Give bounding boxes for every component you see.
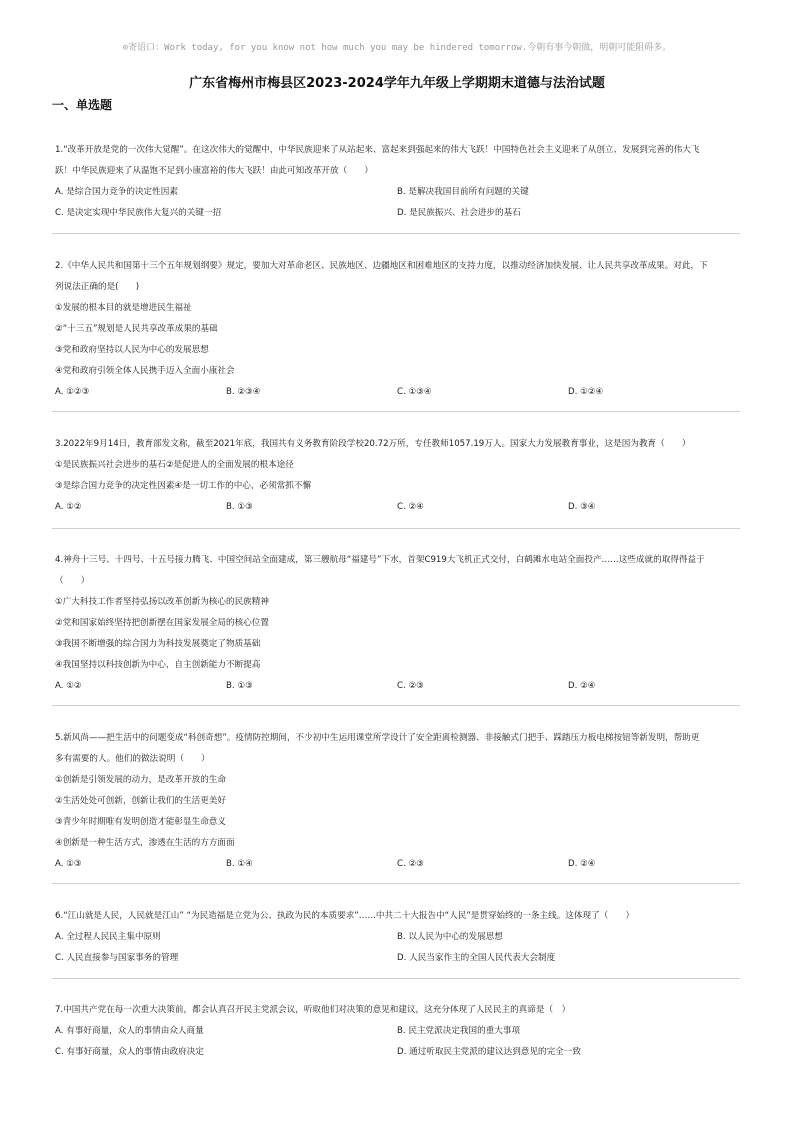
- option-d[interactable]: D. ②④: [568, 859, 596, 869]
- option-b[interactable]: B. ①③: [226, 681, 253, 691]
- statement-item: ③是综合国力竞争的决定性因素④是一切工作的中心，必须常抓不懈: [55, 481, 312, 491]
- question-4: [55, 550, 741, 697]
- question-6: [55, 906, 741, 969]
- statement-item: ①创新是引领发展的动力，是改革开放的生命: [55, 775, 226, 785]
- question-stem-line: 列说法正确的是( ): [55, 282, 140, 292]
- statement-item: ③党和政府坚持以人民为中心的发展思想: [55, 345, 209, 355]
- question-2: [55, 256, 741, 403]
- statement-item: ④我国坚持以科技创新为中心，自主创新能力不断提高: [55, 660, 261, 670]
- option-row: [55, 948, 741, 969]
- statement-item: ①发展的根本目的就是增进民生福祉: [55, 303, 192, 313]
- option-d[interactable]: D. ①②④: [568, 387, 604, 397]
- header-motto: ⊙寄语口：Work today, for you know not how much you may be hindered tomorrow.今朝有事今朝做，明朝可能阻碍多。: [122, 43, 672, 53]
- option-a[interactable]: A. ①②: [55, 681, 82, 691]
- statement-item: ②“十三五”规划是人民共享改革成果的基础: [55, 324, 218, 334]
- question-stem-line: 3.2022年9月14日，教育部发文称，截至2021年底，我国共有义务教育阶段学校20.72万所，专任教师1057.19万人。国家大力发展教育事业，这是因为教育（ ）: [55, 439, 691, 449]
- statement-item: ④创新是一种生活方式，渗透在生活的方方面面: [55, 838, 235, 848]
- question-stem-line: 6.“江山就是人民，人民就是江山” “为民造福是立党为公、执政为民的本质要求”……中共二十大报告中“人民”是贯穿始终的一条主线。这体现了（ ）: [55, 911, 635, 921]
- option-row: [55, 1021, 741, 1042]
- option-b[interactable]: B. 是解决我国目前所有问题的关键: [397, 187, 529, 197]
- option-c[interactable]: C. ②③: [397, 681, 424, 691]
- option-d[interactable]: D. 通过听取民主党派的建议达到意见的完全一致: [397, 1047, 581, 1057]
- option-row: [55, 927, 741, 948]
- option-d[interactable]: D. ②④: [568, 681, 596, 691]
- statement-item: ③青少年时期唯有发明创造才能彰显生命意义: [55, 817, 226, 827]
- question-5: [55, 728, 741, 875]
- option-c[interactable]: C. 是决定实现中华民族伟大复兴的关键一招: [55, 208, 222, 218]
- question-1: [55, 140, 741, 224]
- question-stem-line: 5.新风尚——把生活中的问题变成“科创奇想”。疫情防控期间，不少初中生运用课堂所学设计了安全距离检测器、非接触式门把手、踩踏压力板电梯按钮等新发明，帮助更: [55, 733, 700, 743]
- option-d[interactable]: D. ③④: [568, 502, 596, 512]
- section-heading: 一、单选题: [52, 98, 113, 112]
- option-a[interactable]: A. 有事好商量，众人的事情由众人商量: [55, 1026, 204, 1036]
- question-stem-line: 1.“改革开放是党的一次伟大觉醒”。在这次伟大的觉醒中，中华民族迎来了从站起来、富起来到强起来的伟大飞跃！中国特色社会主义迎来了从创立、发展到完善的伟大飞: [55, 145, 700, 155]
- question-divider: [52, 883, 740, 884]
- statement-item: ②生活处处可创新，创新让我们的生活更美好: [55, 796, 226, 806]
- option-row: [55, 382, 741, 403]
- option-b[interactable]: B. 以人民为中心的发展思想: [397, 932, 503, 942]
- option-c[interactable]: C. ①③④: [397, 387, 432, 397]
- option-b[interactable]: B. ②③④: [226, 387, 261, 397]
- question-3: [55, 434, 741, 518]
- question-stem-line: （ ）: [55, 576, 90, 586]
- option-row: [55, 203, 741, 224]
- option-row: [55, 497, 741, 518]
- option-row: [55, 676, 741, 697]
- option-c[interactable]: C. ②④: [397, 502, 424, 512]
- question-stem-line: 跃！中华民族迎来了从温饱不足到小康富裕的伟大飞跃！由此可知改革开放（ ）: [55, 166, 373, 176]
- option-row: [55, 854, 741, 875]
- document-title: 广东省梅州市梅县区2023-2024学年九年级上学期期末道德与法治试题: [189, 76, 605, 91]
- option-c[interactable]: C. 人民直接参与国家事务的管理: [55, 953, 179, 963]
- question-7: [55, 1000, 741, 1063]
- option-row: [55, 182, 741, 203]
- question-stem-line: 7.中国共产党在每一次重大决策前，都会认真召开民主党派会议，听取他们对决策的意见和建议，这充分体现了人民民主的真谛是（ ）: [55, 1005, 571, 1015]
- option-c[interactable]: C. ②③: [397, 859, 424, 869]
- question-divider: [52, 528, 740, 529]
- option-a[interactable]: A. 全过程人民民主集中原则: [55, 932, 161, 942]
- option-b[interactable]: B. ①③: [226, 502, 253, 512]
- question-divider: [52, 233, 740, 234]
- option-c[interactable]: C. 有事好商量，众人的事情由政府决定: [55, 1047, 204, 1057]
- question-stem-line: 多有需要的人。他们的做法说明（ ）: [55, 754, 210, 764]
- option-a[interactable]: A. ①③: [55, 859, 82, 869]
- option-d[interactable]: D. 人民当家作主的全国人民代表大会制度: [397, 953, 556, 963]
- option-a[interactable]: A. ①②③: [55, 387, 90, 397]
- question-divider: [52, 978, 740, 979]
- statement-item: ④党和政府引领全体人民携手迈入全面小康社会: [55, 366, 235, 376]
- statement-item: ①是民族振兴社会进步的基石②是促进人的全面发展的根本途径: [55, 460, 294, 470]
- question-stem-line: 2.《中华人民共和国第十三个五年规划纲要》规定，要加大对革命老区、民族地区、边疆地区和困难地区的支持力度，以推动经济加快发展、让人民共享改革成果。对此，下: [55, 261, 708, 271]
- question-divider: [52, 705, 740, 706]
- statement-item: ③我国不断增强的综合国力为科技发展奠定了物质基础: [55, 639, 261, 649]
- option-d[interactable]: D. 是民族振兴、社会进步的基石: [397, 208, 521, 218]
- option-row: [55, 1042, 741, 1063]
- statement-item: ②党和国家始终坚持把创新摆在国家发展全局的核心位置: [55, 618, 269, 628]
- question-divider: [52, 411, 740, 412]
- option-a[interactable]: A. ①②: [55, 502, 82, 512]
- question-stem-line: 4.神舟十三号、十四号、十五号接力腾飞、中国空间站全面建成，第三艘航母“福建号”下水，首架C919大飞机正式交付，白鹤滩水电站全面投产……这些成就的取得得益于: [55, 555, 705, 565]
- option-b[interactable]: B. ①④: [226, 859, 253, 869]
- statement-item: ①广大科技工作者坚持弘扬以改革创新为核心的民族精神: [55, 597, 269, 607]
- option-b[interactable]: B. 民主党派决定我国的重大事项: [397, 1026, 521, 1036]
- option-a[interactable]: A. 是综合国力竞争的决定性因素: [55, 187, 178, 197]
